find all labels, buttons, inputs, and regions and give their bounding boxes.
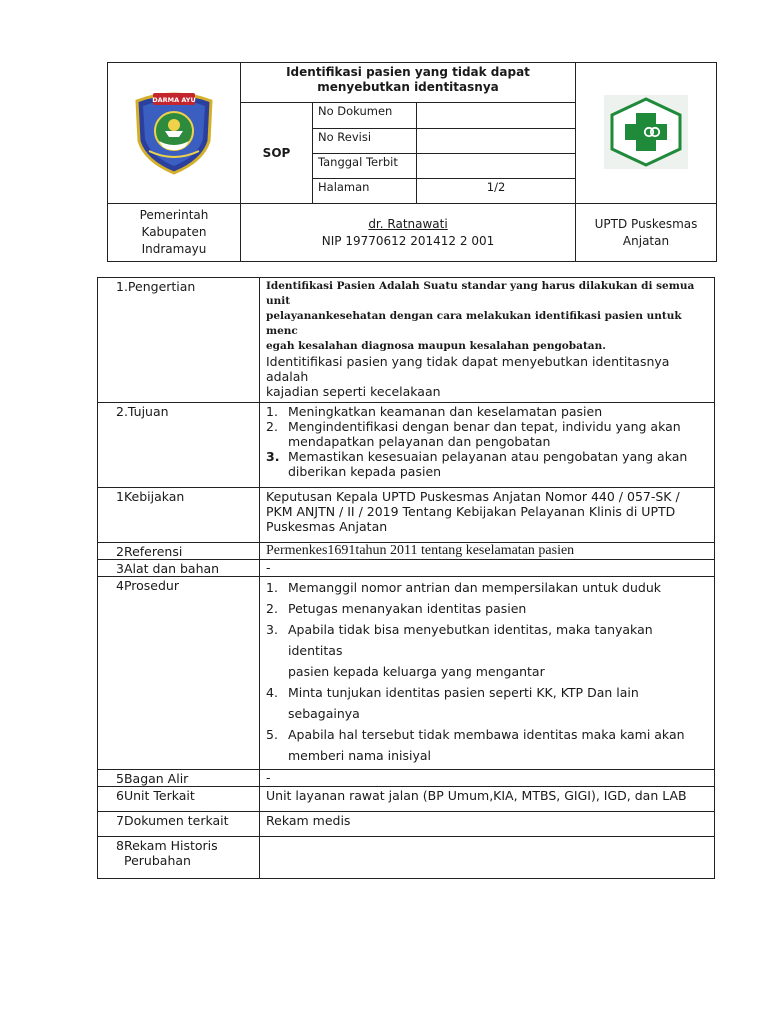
row-dokumen [98, 812, 715, 837]
list-item: 4. Minta tunjukan identitas pasien seperti KK, KTP Dan lain sebagainya [266, 685, 639, 721]
field-label-tanggal-terbit: Tanggal Terbit [313, 154, 417, 179]
label-alat: 3Alat dan bahan [98, 560, 260, 577]
content-referensi: Permenkes1691tahun 2011 tentang keselamatan pasien [260, 543, 715, 560]
list-item: 3. Apabila tidak bisa menyebutkan identitas, maka tanyakan identitas pasien kepada keluarga yang mengantar [266, 622, 653, 679]
sop-label: SOP [241, 103, 313, 204]
svg-text:DARMA AYU: DARMA AYU [152, 95, 196, 104]
row-rekam [98, 837, 715, 879]
row-bagan [98, 770, 715, 787]
content-alat: - [260, 560, 715, 577]
list-item: 2. Mengindentifikasi dengan benar dan tepat, individu yang akan mendapatkan pelayanan dan pengobatan [266, 419, 681, 449]
signer-block [241, 204, 576, 262]
field-label-no-revisi: No Revisi [313, 129, 417, 154]
field-value-halaman: 1/2 [417, 179, 576, 204]
document-title: Identifikasi pasien yang tidak dapat menyebutkan identitasnya [241, 63, 576, 103]
list-item: 1. Meningkatkan keamanan dan keselamatan pasien [266, 404, 603, 419]
list-item: 5. Apabila hal tersebut tidak membawa identitas maka kami akan memberi nama inisiyal [266, 727, 685, 763]
field-label-halaman: Halaman [313, 179, 417, 204]
label-kebijakan: 1Kebijakan [98, 488, 260, 543]
label-tujuan: 2.Tujuan [98, 403, 260, 488]
row-pengertian [98, 278, 715, 403]
row-tujuan [98, 403, 715, 488]
row-kebijakan [98, 488, 715, 543]
content-rekam [260, 837, 715, 879]
field-value-no-revisi [417, 129, 576, 154]
row-alat [98, 560, 715, 577]
label-bagan: 5Bagan Alir [98, 770, 260, 787]
label-pengertian: 1.Pengertian [98, 278, 260, 403]
label-unit: 6Unit Terkait [98, 787, 260, 812]
row-unit [98, 787, 715, 812]
org-left: Pemerintah Kabupaten Indramayu [108, 204, 241, 262]
content-prosedur [260, 577, 715, 770]
org-right: UPTD Puskesmas Anjatan [576, 204, 717, 262]
row-prosedur [98, 577, 715, 770]
field-label-no-dokumen: No Dokumen [313, 103, 417, 129]
list-item: 2. Petugas menanyakan identitas pasien [266, 601, 527, 616]
label-rekam: 8Rekam Historis Perubahan [98, 837, 260, 879]
label-prosedur: 4Prosedur [98, 577, 260, 770]
indramayu-crest-icon [129, 89, 219, 175]
content-tujuan [260, 403, 715, 488]
content-dokumen: Rekam medis [260, 812, 715, 837]
label-dokumen: 7Dokumen terkait [98, 812, 260, 837]
header-table [107, 62, 717, 262]
puskesmas-logo-icon [604, 95, 688, 169]
signer-nip: NIP 19770612 201412 2 001 [321, 233, 495, 248]
list-item: 1. Memanggil nomor antrian dan mempersilakan untuk duduk [266, 580, 662, 595]
label-referensi: 2Referensi [98, 543, 260, 560]
row-referensi [98, 543, 715, 560]
content-bagan: - [260, 770, 715, 787]
content-pengertian: Identifikasi Pasien Adalah Suatu standar yang harus dilakukan di semua unit pelayanankesehatan dengan cara melakukan identifikasi pasien untuk menc egah kesalahan diagnosa maupun kesalahan pengobatan. Identitifikasi pasien yang tidak dapat menyebutkan identitasnya adalah kajadian seperti kecelakaan [260, 278, 715, 403]
signer-name: dr. Ratnawati [368, 216, 448, 231]
content-unit: Unit layanan rawat jalan (BP Umum,KIA, MTBS, GIGI), IGD, dan LAB [260, 787, 715, 812]
content-kebijakan: Keputusan Kepala UPTD Puskesmas Anjatan Nomor 440 / 057-SK / PKM ANJTN / II / 2019 Tentang Kebijakan Pelayanan Klinis di UPTD Puskesmas Anjatan [260, 488, 715, 543]
field-value-no-dokumen [417, 103, 576, 129]
list-item: 3. Memastikan kesesuaian pelayanan atau pengobatan yang akan diberikan kepada pasien [266, 449, 688, 479]
regency-logo-cell [108, 63, 241, 204]
puskesmas-logo-cell [576, 63, 717, 204]
field-value-tanggal-terbit [417, 154, 576, 179]
sop-content-table [97, 277, 715, 879]
